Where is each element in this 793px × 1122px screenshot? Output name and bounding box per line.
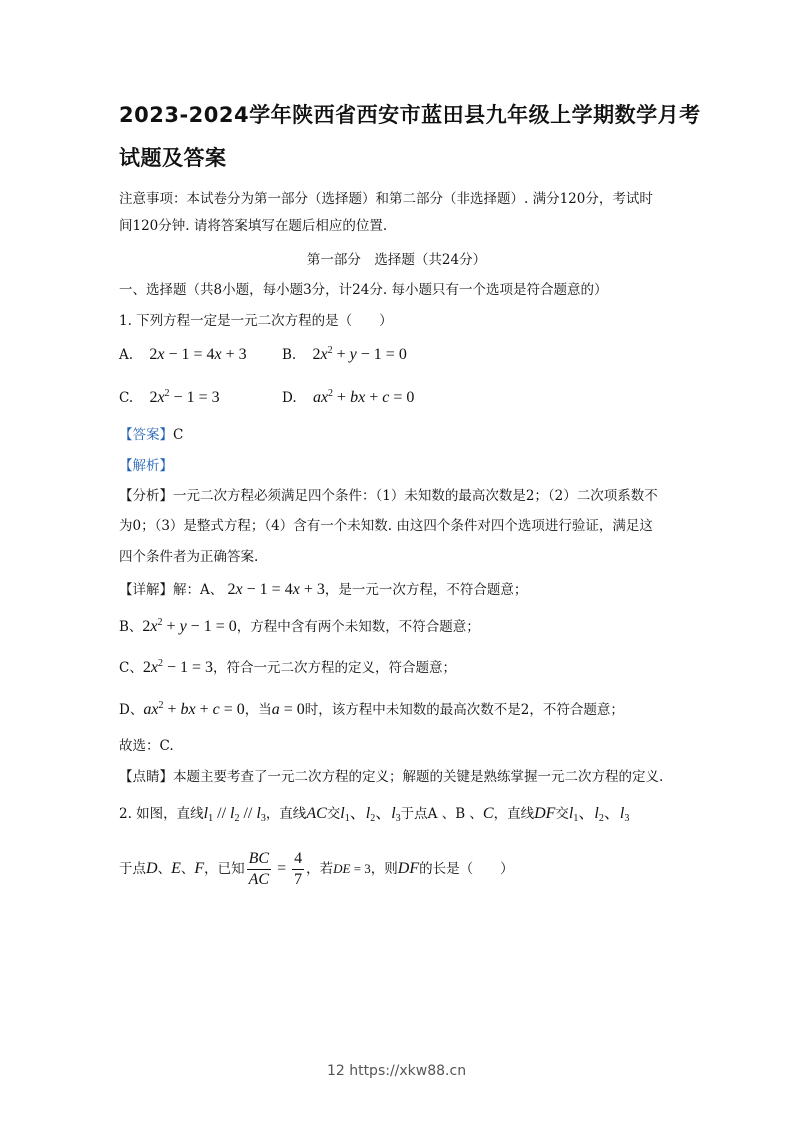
- xj-d-post: 时，该方程中未知数的最高次数不是2，不符合题意；: [304, 702, 624, 718]
- xj-b-formula: $2x^2 + y - 1 = 0$: [142, 617, 237, 635]
- answer-value: C: [173, 427, 184, 443]
- q2-l2-b: ，已知: [204, 861, 245, 877]
- q2-lines-list2: $l_1$、$l_2$、$l_3$: [568, 805, 630, 824]
- answer-tag: 【答案】: [119, 427, 173, 443]
- q1-option-a-formula: 2x − 1 = 4x + 3: [149, 346, 247, 363]
- fenxi-tag: 【分析】: [119, 488, 173, 504]
- q2-line2: 于点D、E、F，已知 $\frac{BC}{AC}$ = $\frac{4}{7}$ ，若DE = 3，则DF的长是（ ）: [119, 850, 514, 888]
- section1-heading: 一、选择题（共8小题，每小题3分，计24分. 每小题只有一个选项是符合题意的）: [119, 282, 608, 298]
- q2-parallel-lines: $l_1 // l_2 // l_3$: [203, 805, 266, 824]
- q1-dianjing: [119, 767, 663, 787]
- q1-fenxi-line2: 为0；（3）是整式方程；（4）含有一个未知数. 由这四个条件对四个选项进行验证，满足这: [119, 518, 653, 534]
- xj-c-pre: C、: [119, 660, 143, 676]
- page-footer: 12 https://xkw88.cn: [326, 1063, 467, 1079]
- xj-c-post: ，符合一元二次方程的定义，符合题意；: [213, 660, 456, 676]
- notice-line1: 注意事项：本试卷分为第一部分（选择题）和第二部分（非选择题）. 满分120分，考试时: [119, 191, 653, 207]
- q2-l1-e: ，直线: [493, 806, 535, 822]
- dianjing-tag: 【点睛】: [119, 769, 173, 785]
- q1-option-d: [282, 389, 414, 407]
- q1-option-c: [119, 389, 220, 407]
- q1-option-b-label: B.: [282, 347, 297, 363]
- doc-title-line2: 试题及答案: [119, 146, 227, 170]
- q2-l2-e: 的长是（ ）: [419, 861, 514, 877]
- q2-points-def: D: [146, 860, 158, 877]
- q1-fenxi-line3: 四个条件者为正确答案.: [119, 549, 259, 565]
- q2-lines-list1: $l_1$、$l_2$、$l_3$: [340, 805, 401, 824]
- xiangjie-tag: 【详解】: [119, 582, 173, 598]
- q1-stem: 1. 下列方程一定是一元二次方程的是（ ）: [119, 313, 393, 329]
- q1-option-c-formula: $2x^2 - 1 = 3$: [149, 388, 220, 406]
- q2-line-ac: AC: [306, 805, 327, 822]
- q1-option-a-label: A.: [119, 347, 134, 363]
- q1-xiangjie-d: [119, 700, 624, 720]
- xj-a-formula: 2x − 1 = 4x + 3: [227, 581, 325, 598]
- q2-line-df: DF: [534, 805, 556, 822]
- xj-c-formula: $2x^2 - 1 = 3$: [142, 658, 213, 676]
- fenxi-text1: 一元二次方程必须满足四个条件：（1）未知数的最高次数是2；（2）二次项系数不: [173, 488, 658, 504]
- q2-df: DF: [397, 860, 420, 877]
- xj-b-post: ，方程中含有两个未知数，不符合题意；: [236, 619, 480, 635]
- q2-point-f: F: [194, 860, 205, 877]
- xj-d-condition: a = 0: [271, 701, 305, 718]
- xj-d-pre: D、: [119, 702, 144, 718]
- xj-a-pre: 解：A、: [173, 582, 224, 598]
- q2-line1: [119, 804, 629, 824]
- part1-heading: 第一部分 选择题（共24分）: [306, 252, 487, 268]
- q2-ratio-4-7: $\frac{4}{7}$: [294, 850, 303, 888]
- q1-option-b: [282, 346, 407, 364]
- q1-option-c-label: C.: [119, 390, 134, 406]
- q1-option-d-label: D.: [282, 390, 297, 406]
- q2-ratio-bc-ac: $\frac{BC}{AC}$: [248, 850, 270, 888]
- q1-option-b-formula: $2x^2 + y - 1 = 0$: [312, 345, 407, 363]
- xj-a-post: ，是一元一次方程，不符合题意；: [324, 582, 528, 598]
- q1-xiangjie-c: [119, 658, 456, 678]
- q1-fenxi-line1: [119, 486, 658, 506]
- xj-b-pre: B、: [119, 619, 143, 635]
- q2-l2-c: ，若: [306, 861, 334, 877]
- notice-line2: 间120分钟. 请将答案填写在题后相应的位置.: [119, 218, 388, 234]
- q2-l1-c: 交: [326, 806, 341, 822]
- analysis-tag: 【解析】: [119, 458, 173, 474]
- q2-l1-d: 于点A 、B 、: [400, 806, 483, 822]
- q1-conclusion: 故选：C.: [119, 738, 174, 754]
- q2-l1-a: 2. 如图，直线: [119, 806, 204, 822]
- q2-point-e: E: [171, 860, 181, 877]
- dianjing-text: 本题主要考查了一元二次方程的定义；解题的关键是熟练掌握一元二次方程的定义.: [173, 769, 664, 785]
- xj-d-mid: ，当: [244, 702, 272, 718]
- xj-d-formula: $ax^2$ + bx + c = 0: [143, 700, 245, 718]
- q2-l2-d: ，则: [370, 861, 398, 877]
- q2-de-value: DE = 3: [333, 861, 371, 876]
- q1-xiangjie-a: [119, 580, 527, 600]
- doc-title-line1: 2023-2024学年陕西省西安市蓝田县九年级上学期数学月考: [119, 103, 701, 127]
- q2-l2-a: 于点: [119, 861, 146, 877]
- q1-option-d-formula: $ax^2$ + bx + c = 0: [312, 388, 415, 406]
- q1-answer: [119, 425, 183, 445]
- q2-l1-f: 交: [555, 806, 569, 822]
- q2-point-c: C: [482, 805, 494, 822]
- q1-analysis-tag-line: [119, 456, 173, 476]
- q1-xiangjie-b: [119, 617, 480, 637]
- q2-l1-b: ，直线: [265, 806, 307, 822]
- q1-option-a: [119, 346, 247, 364]
